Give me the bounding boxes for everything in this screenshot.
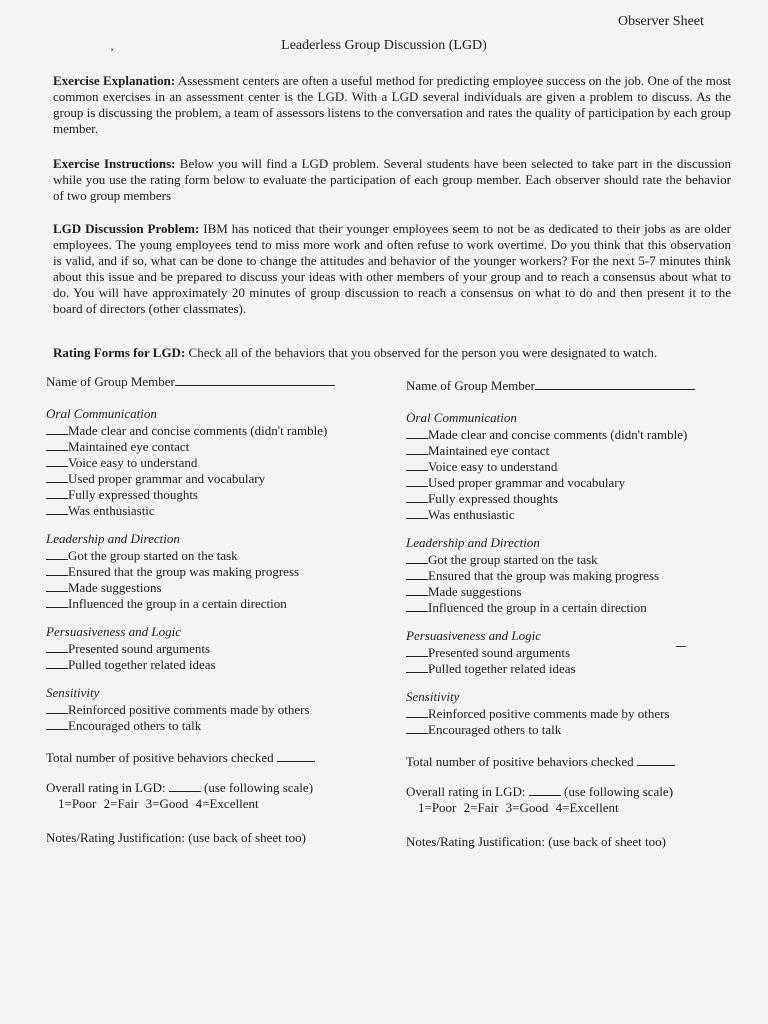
behavior-item[interactable]: Made clear and concise comments (didn't ramble)	[46, 423, 376, 439]
check-blank[interactable]	[406, 722, 428, 734]
behavior-item[interactable]: Maintained eye contact	[46, 439, 376, 455]
behavior-item[interactable]: Got the group started on the task	[46, 548, 376, 564]
category-heading: Persuasiveness and Logic	[46, 624, 182, 639]
total-behaviors-row	[406, 754, 736, 784]
check-blank[interactable]	[406, 552, 428, 564]
behavior-item[interactable]: Voice easy to understand	[46, 455, 376, 471]
exercise-explanation-text: Assessment centers are often a useful method for predicting employee success on the job. One of the most common exercises in an assessment center is the LGD. With a LGD several individuals are given a problem to discuss. As the group is discussing the problem, a team of assessors listens to the conversation and rates the quality of participation by each group member.	[53, 73, 732, 136]
behavior-item[interactable]: Made clear and concise comments (didn't ramble)	[406, 427, 736, 443]
group-member-name-field[interactable]	[535, 378, 695, 390]
group-member-label: Name of Group Member	[406, 378, 535, 393]
behavior-item[interactable]: Made suggestions	[46, 580, 376, 596]
category-heading: Sensitivity	[406, 689, 460, 704]
scale-fair: 2=Fair	[103, 796, 139, 811]
behavior-item[interactable]: Used proper grammar and vocabulary	[406, 475, 736, 491]
check-blank[interactable]	[46, 702, 68, 714]
check-blank[interactable]	[46, 487, 68, 499]
overall-rating-field[interactable]	[169, 780, 201, 792]
behavior-item[interactable]: Was enthusiastic	[46, 503, 376, 519]
behavior-item[interactable]: Ensured that the group was making progress	[406, 568, 736, 584]
category-heading: Leadership and Direction	[406, 535, 540, 550]
check-blank[interactable]	[46, 596, 68, 608]
sheet-label: Observer Sheet	[618, 14, 704, 29]
rating-scale	[406, 800, 736, 816]
group-member-name-row	[406, 378, 736, 406]
total-behaviors-field[interactable]	[277, 750, 315, 762]
behavior-item[interactable]: Got the group started on the task	[406, 552, 736, 568]
behavior-item[interactable]: Reinforced positive comments made by others	[46, 702, 376, 718]
rating-forms-label: Rating Forms for LGD:	[53, 345, 186, 360]
check-blank[interactable]	[406, 661, 428, 673]
behavior-item[interactable]: Fully expressed thoughts	[406, 491, 736, 507]
check-blank[interactable]	[406, 507, 428, 519]
total-behaviors-field[interactable]	[637, 754, 675, 766]
category-heading: Leadership and Direction	[46, 531, 180, 546]
check-blank[interactable]	[406, 706, 428, 718]
check-blank[interactable]	[46, 718, 68, 730]
category-heading: Sensitivity	[46, 685, 100, 700]
check-blank[interactable]	[406, 459, 428, 471]
check-blank[interactable]	[46, 503, 68, 515]
group-member-name-row	[46, 374, 376, 402]
rating-forms-intro	[53, 345, 731, 361]
check-blank[interactable]	[46, 548, 68, 560]
check-blank[interactable]	[406, 568, 428, 580]
behavior-item[interactable]: Used proper grammar and vocabulary	[46, 471, 376, 487]
group-member-name-field[interactable]	[175, 374, 335, 386]
scale-note: (use following scale)	[204, 780, 314, 795]
behavior-item[interactable]: Voice easy to understand	[406, 459, 736, 475]
check-blank[interactable]	[46, 423, 68, 435]
page-title: Leaderless Group Discussion (LGD)	[281, 38, 487, 53]
overall-rating-row	[406, 784, 736, 800]
scale-fair: 2=Fair	[463, 800, 499, 815]
total-behaviors-row	[46, 750, 376, 780]
check-blank[interactable]	[406, 443, 428, 455]
check-blank[interactable]	[46, 580, 68, 592]
behavior-item[interactable]: Influenced the group in a certain direction	[46, 596, 376, 612]
stray-mark: ’	[110, 45, 114, 59]
category-heading: Oral Communication	[406, 410, 517, 425]
check-blank[interactable]	[46, 455, 68, 467]
scale-poor: 1=Poor	[58, 796, 97, 811]
discussion-problem-label: LGD Discussion Problem:	[53, 221, 200, 236]
scale-excellent: 4=Excellent	[195, 796, 259, 811]
behavior-item[interactable]: Presented sound arguments	[406, 645, 736, 661]
behavior-item[interactable]: Reinforced positive comments made by others	[406, 706, 736, 722]
rating-scale	[46, 796, 376, 812]
overall-rating-label: Overall rating in LGD:	[46, 780, 166, 795]
behavior-item[interactable]: Fully expressed thoughts	[46, 487, 376, 503]
exercise-instructions-text: Below you will find a LGD problem. Several students have been selected to take part in the discussion while you use the rating form below to evaluate the participation of each group member. Each observer should rate the behavior of two group members	[53, 156, 731, 203]
rating-form-right	[406, 378, 736, 850]
scale-note: (use following scale)	[564, 784, 674, 799]
check-blank[interactable]	[406, 491, 428, 503]
exercise-explanation-label: Exercise Explanation:	[53, 73, 176, 88]
category-heading: Oral Communication	[46, 406, 157, 421]
check-blank[interactable]	[46, 641, 68, 653]
check-blank[interactable]	[406, 475, 428, 487]
exercise-explanation	[53, 73, 731, 137]
check-blank[interactable]	[406, 645, 428, 657]
exercise-instructions-label: Exercise Instructions:	[53, 156, 176, 171]
overall-rating-row	[46, 780, 376, 796]
discussion-problem	[53, 221, 731, 317]
check-blank[interactable]	[406, 584, 428, 596]
scale-good: 3=Good	[145, 796, 189, 811]
behavior-item[interactable]: Pulled together related ideas	[46, 657, 376, 673]
scale-good: 3=Good	[505, 800, 549, 815]
overall-rating-label: Overall rating in LGD:	[406, 784, 526, 799]
behavior-item[interactable]: Encouraged others to talk	[406, 722, 736, 738]
discussion-problem-text: IBM has noticed that their younger employees seem to not be as dedicated to their jobs as are older employees. The young employees tend to miss more work and often refuse to work overtime. Do you think that this observation is valid, and if so, what can be done to change the attitudes and behavior of the younger workers? For the next 5-7 minutes think about this issue and be prepared to discuss your ideas with other members of your group and to reach a consensus about what to do. You will have approximately 20 minutes of group discussion to reach a consensus on what to do and then present it to the board of directors (other classmates).	[53, 221, 732, 316]
notes-label: Notes/Rating Justification: (use back of sheet too)	[46, 830, 306, 845]
rating-forms-text: Check all of the behaviors that you observed for the person you were designated to watch.	[185, 345, 658, 360]
behavior-item[interactable]: Pulled together related ideas	[406, 661, 736, 677]
behavior-item[interactable]: Was enthusiastic	[406, 507, 736, 523]
behavior-item[interactable]: Influenced the group in a certain direction	[406, 600, 736, 616]
behavior-item[interactable]: Encouraged others to talk	[46, 718, 376, 734]
check-blank[interactable]	[406, 600, 428, 612]
scale-poor: 1=Poor	[418, 800, 457, 815]
check-blank[interactable]	[46, 564, 68, 576]
exercise-instructions	[53, 156, 731, 204]
total-behaviors-label: Total number of positive behaviors checked	[406, 754, 634, 769]
behavior-item[interactable]: Made suggestions	[406, 584, 736, 600]
notes-label: Notes/Rating Justification: (use back of sheet too)	[406, 834, 666, 849]
check-blank[interactable]	[46, 471, 68, 483]
check-blank[interactable]	[406, 427, 428, 439]
category-heading: Persuasiveness and Logic	[406, 628, 542, 643]
scale-excellent: 4=Excellent	[555, 800, 619, 815]
behavior-item[interactable]: Maintained eye contact	[406, 443, 736, 459]
check-blank[interactable]	[46, 657, 68, 669]
rating-form-left	[46, 374, 376, 846]
check-blank[interactable]	[46, 439, 68, 451]
behavior-item[interactable]: Ensured that the group was making progress	[46, 564, 376, 580]
group-member-label: Name of Group Member	[46, 374, 175, 389]
total-behaviors-label: Total number of positive behaviors checked	[46, 750, 274, 765]
behavior-item[interactable]: Presented sound arguments	[46, 641, 376, 657]
overall-rating-field[interactable]	[529, 784, 561, 796]
